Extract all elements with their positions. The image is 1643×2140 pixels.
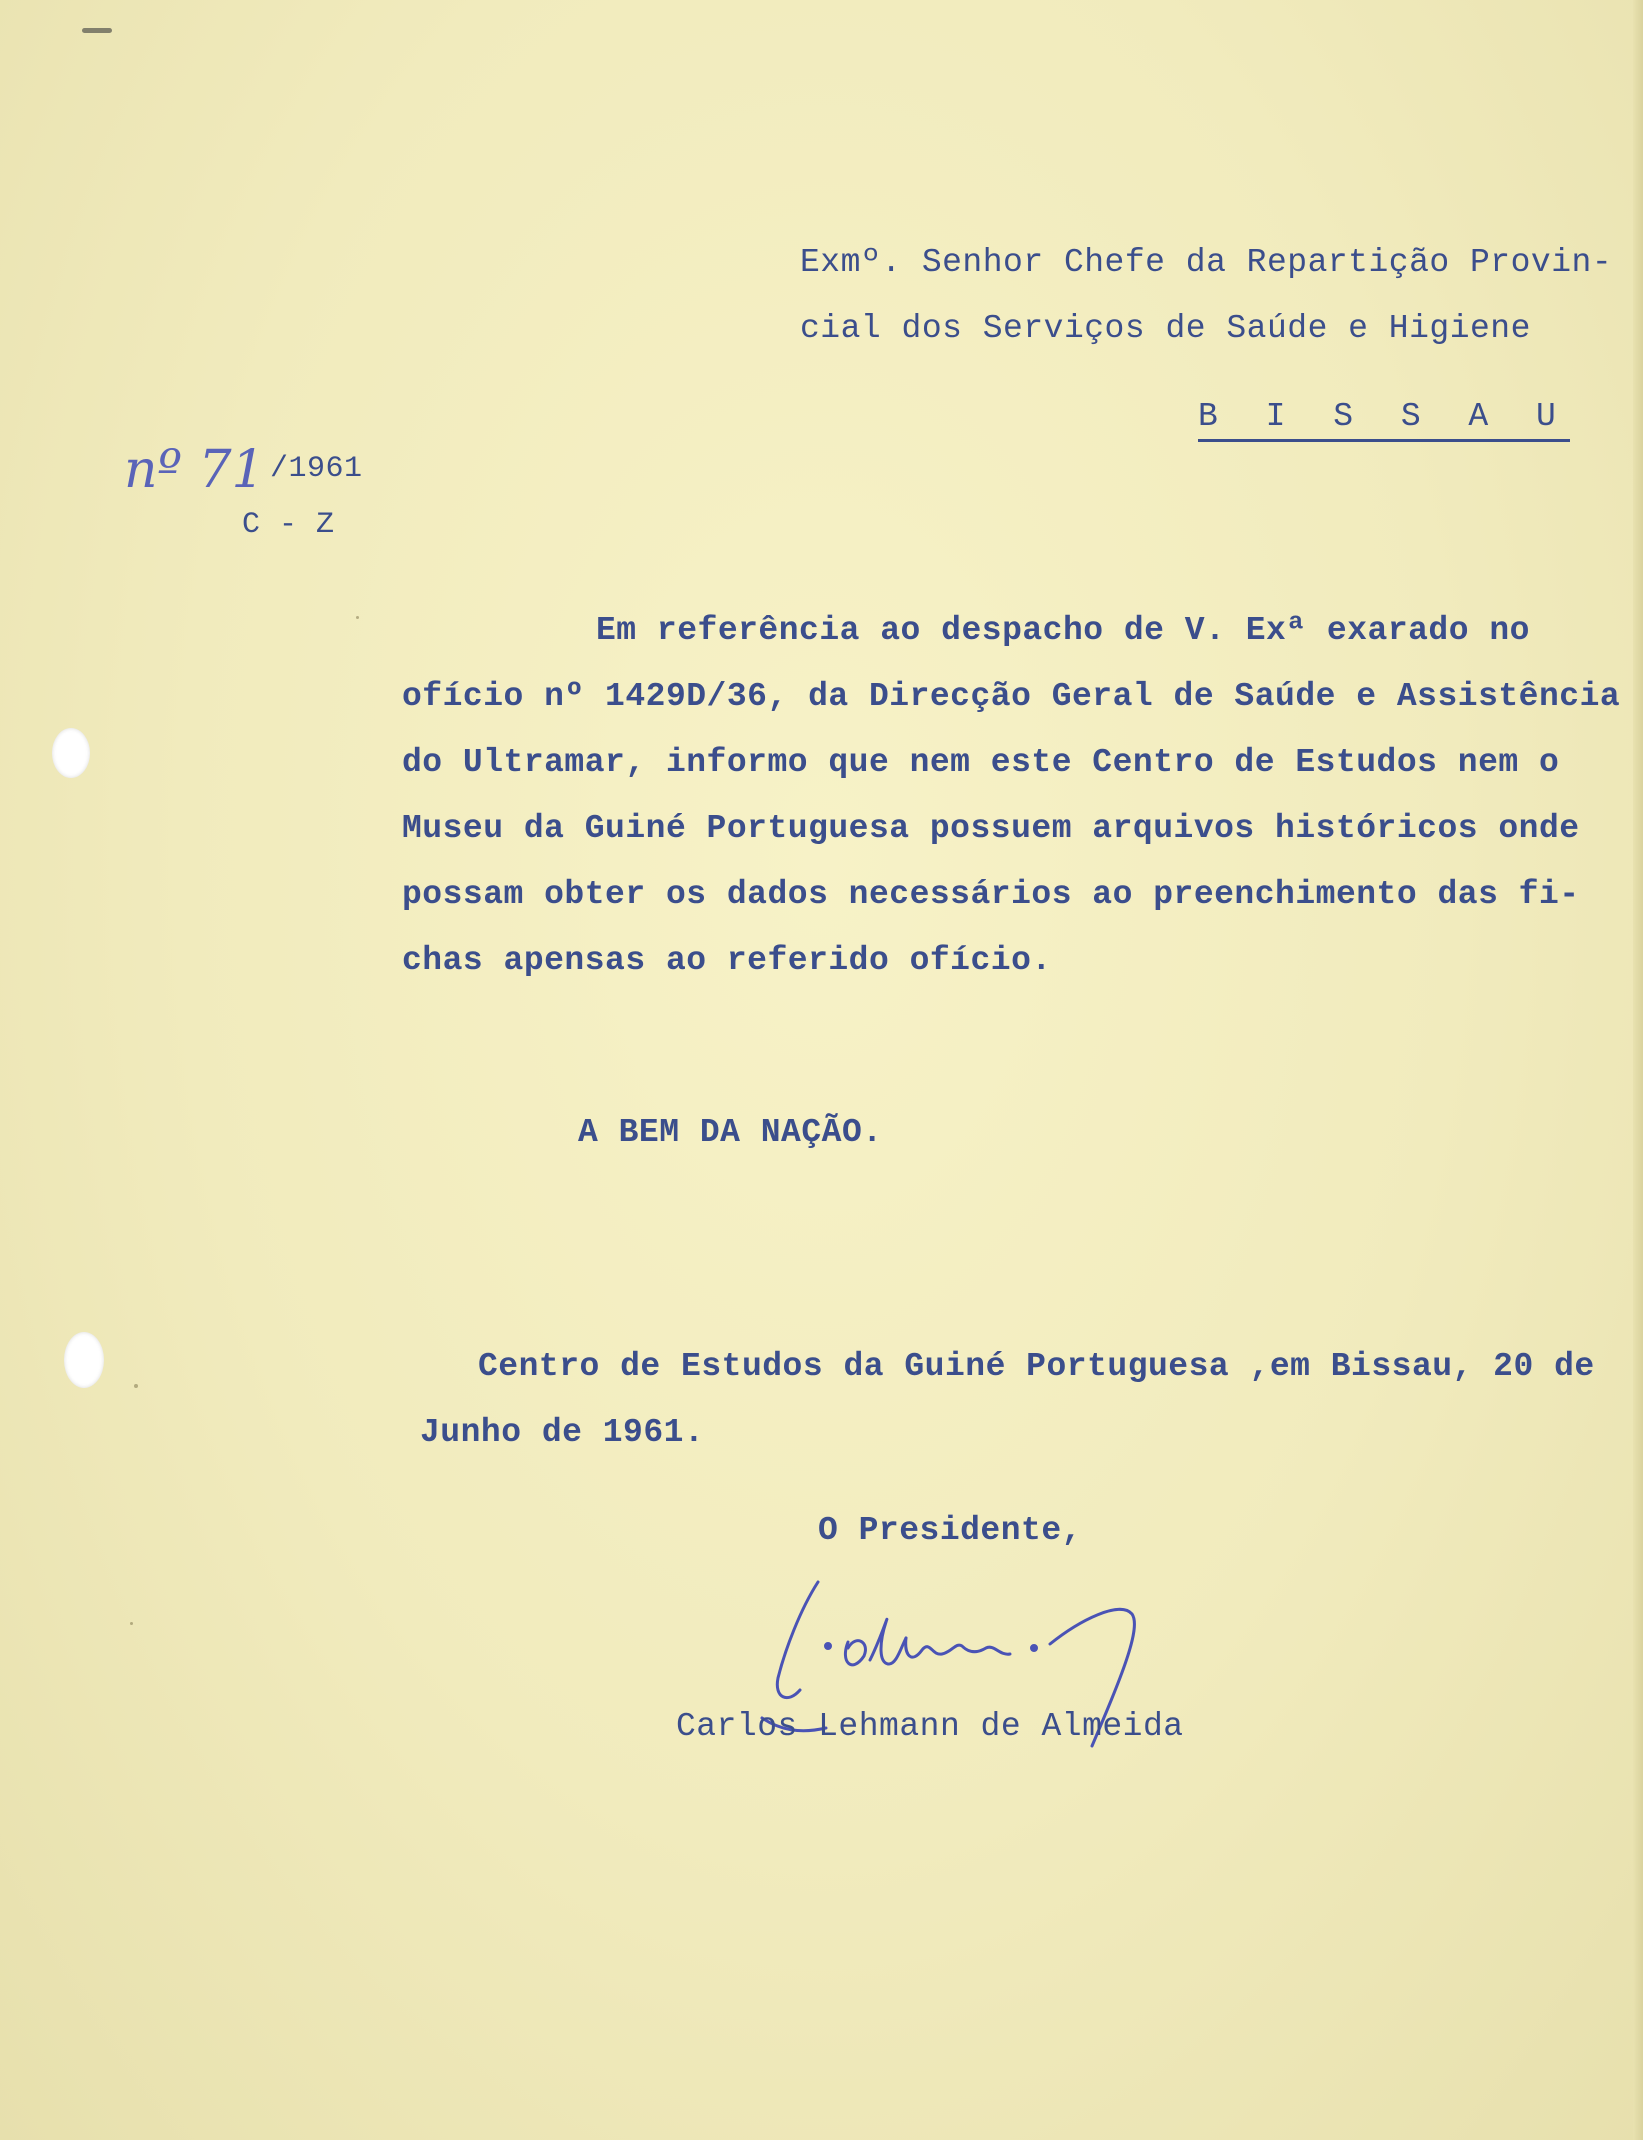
speck xyxy=(356,616,359,619)
body-line: Em referência ao despacho de V. Exª exarado no xyxy=(596,612,1530,649)
body-line: ofício nº 1429D/36, da Direcção Geral de Saúde e Assistência xyxy=(402,678,1621,715)
punch-hole xyxy=(52,728,90,778)
addressee-line-2: cial dos Serviços de Saúde e Higiene xyxy=(800,310,1531,347)
closing-title: O Presidente, xyxy=(818,1512,1082,1549)
reference-code: C - Z xyxy=(242,508,335,542)
ink-mark xyxy=(82,28,112,33)
city-heading: B I S S A U xyxy=(1198,398,1570,442)
body-line: chas apensas ao referido ofício. xyxy=(402,942,1052,979)
place-date-line-1: Centro de Estudos da Guiné Portuguesa ,em Bissau, 20 de xyxy=(478,1348,1595,1385)
paper-edge xyxy=(1633,0,1643,2140)
handwritten-number: nº 71 xyxy=(124,440,265,500)
body-line: possam obter os dados necessários ao preenchimento das fi- xyxy=(402,876,1580,913)
signatory-name: Carlos Lehmann de Almeida xyxy=(676,1708,1184,1745)
addressee-line-1: Exmº. Senhor Chefe da Repartição Provin- xyxy=(800,244,1613,281)
place-date-line-2: Junho de 1961. xyxy=(420,1414,705,1451)
body-line: Museu da Guiné Portuguesa possuem arquivos históricos onde xyxy=(402,810,1580,847)
salutation: A BEM DA NAÇÃO. xyxy=(578,1114,883,1151)
speck xyxy=(134,1384,138,1388)
speck xyxy=(130,1622,133,1625)
reference-year: /1961 xyxy=(270,452,363,486)
punch-hole xyxy=(64,1332,104,1388)
body-line: do Ultramar, informo que nem este Centro de Estudos nem o xyxy=(402,744,1560,781)
